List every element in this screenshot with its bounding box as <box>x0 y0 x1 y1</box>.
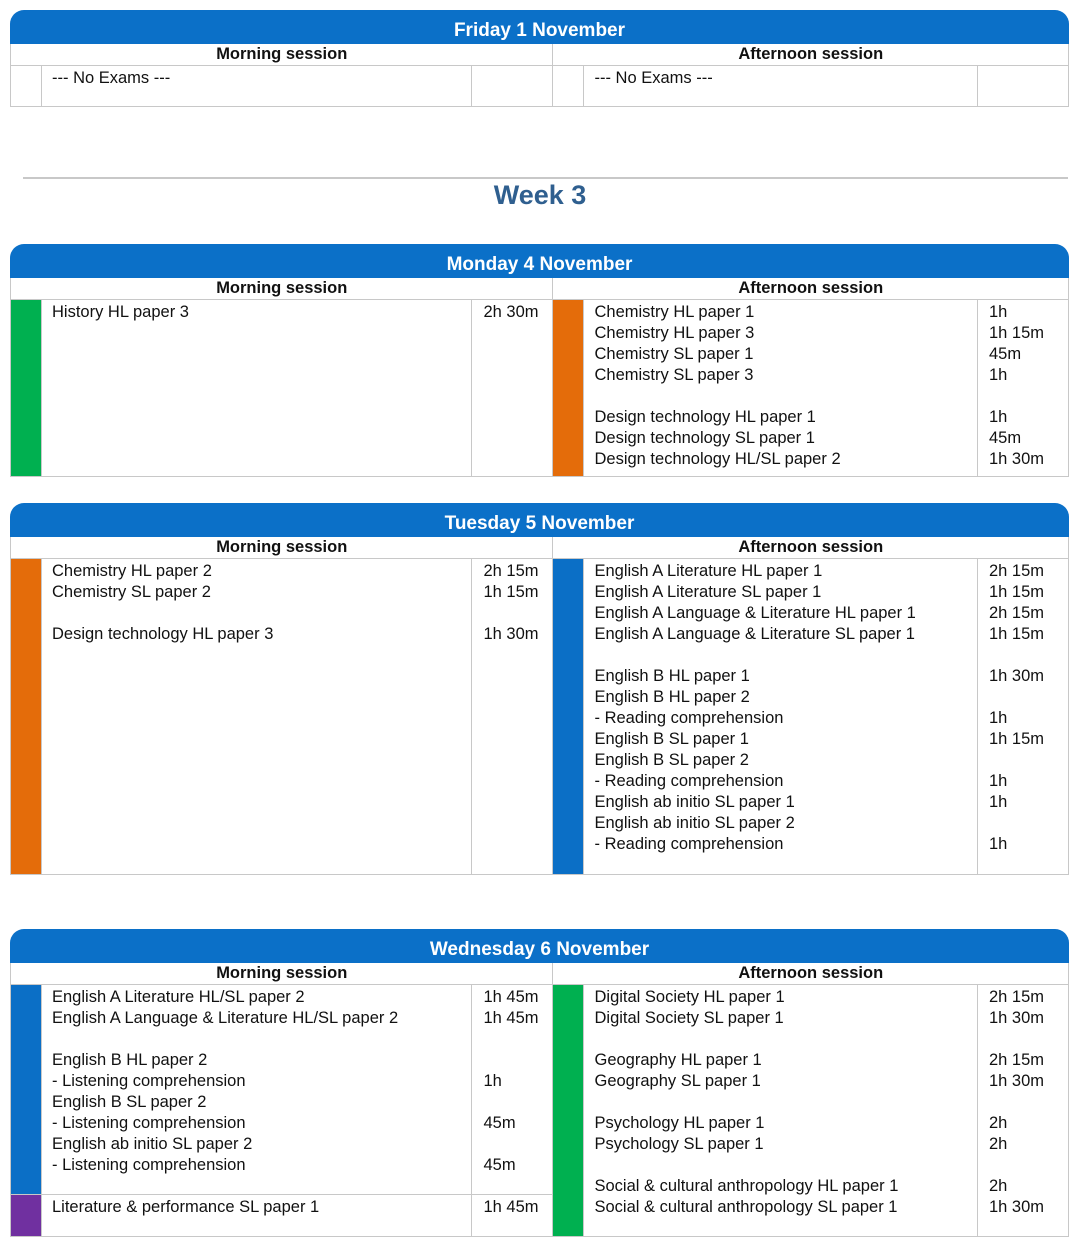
exam-duration <box>483 68 552 89</box>
exam-duration: 1h 15m <box>989 324 1045 342</box>
afternoon-session <box>553 963 1069 1237</box>
exam-duration <box>989 1029 1068 1050</box>
exam-name: Design technology SL paper 1 <box>594 429 815 447</box>
exam-duration <box>989 1155 1068 1176</box>
exam-name: English A Literature SL paper 1 <box>594 583 822 601</box>
week-divider <box>23 177 1068 179</box>
duration-list <box>978 66 1068 106</box>
duration-list <box>472 559 552 874</box>
week-title: Week 3 <box>493 180 587 210</box>
exam-block <box>11 66 552 107</box>
exam-duration: 2h 15m <box>989 562 1045 580</box>
exam-duration: 1h <box>989 793 1008 811</box>
exam-duration: 2h 15m <box>989 1051 1045 1069</box>
exam-name <box>594 1029 977 1050</box>
exam-duration: 1h 30m <box>989 1072 1045 1090</box>
exam-name: English A Literature HL/SL paper 2 <box>52 988 305 1006</box>
exam-name: Chemistry HL paper 1 <box>594 303 755 321</box>
exam-name: Geography HL paper 1 <box>594 1051 762 1069</box>
duration-list <box>978 300 1068 476</box>
exam-duration <box>483 603 552 624</box>
exam-name: Chemistry SL paper 3 <box>594 366 754 384</box>
duration-list <box>978 559 1068 874</box>
exam-name: --- No Exams --- <box>52 69 171 87</box>
exam-name: - Listening comprehension <box>52 1072 246 1090</box>
exam-duration: 2h 15m <box>989 988 1045 1006</box>
exam-name: - Reading comprehension <box>594 709 784 727</box>
exam-name: Literature & performance SL paper 1 <box>52 1198 320 1216</box>
subject-color-bar <box>11 300 42 476</box>
exam-list <box>584 300 978 476</box>
exam-list <box>42 66 472 106</box>
exam-duration: 1h 15m <box>483 583 539 601</box>
exam-duration: 1h 45m <box>483 1198 539 1216</box>
exam-duration: 2h <box>989 1135 1008 1153</box>
subject-color-bar <box>11 66 42 106</box>
exam-name: Chemistry HL paper 2 <box>52 562 212 580</box>
subject-color-bar <box>11 985 42 1194</box>
exam-duration: 1h <box>483 1072 502 1090</box>
exam-name: - Listening comprehension <box>52 1156 246 1174</box>
subject-color-bar <box>553 66 584 106</box>
exam-block <box>11 1195 552 1237</box>
day-table-monday <box>10 244 1069 477</box>
exam-name: English A Literature HL paper 1 <box>594 562 823 580</box>
morning-session <box>11 44 553 107</box>
exam-block <box>11 985 552 1195</box>
exam-duration: 2h 30m <box>483 303 539 321</box>
exam-duration: 2h 15m <box>483 562 539 580</box>
morning-session <box>11 963 553 1237</box>
session-title: Afternoon session <box>553 44 1068 66</box>
exam-name: English B SL paper 1 <box>594 730 749 748</box>
session-title: Morning session <box>11 44 552 66</box>
exam-duration: 1h 15m <box>989 730 1045 748</box>
sessions <box>10 278 1069 477</box>
session-title: Morning session <box>11 278 552 300</box>
exam-duration <box>483 1092 552 1113</box>
exam-name <box>594 386 977 407</box>
exam-duration <box>989 386 1068 407</box>
exam-name <box>52 603 471 624</box>
exam-duration: 1h <box>989 835 1008 853</box>
exam-duration: 45m <box>989 345 1022 363</box>
exam-duration: 1h 30m <box>483 625 539 643</box>
exam-block <box>553 985 1068 1237</box>
morning-session <box>11 278 553 477</box>
exam-name: Chemistry SL paper 1 <box>594 345 754 363</box>
exam-name: English A Language & Literature HL/SL paper 2 <box>52 1009 399 1027</box>
subject-color-bar <box>11 1195 42 1236</box>
day-header: Friday 1 November <box>10 10 1069 44</box>
session-title: Morning session <box>11 537 552 559</box>
session-title: Afternoon session <box>553 963 1068 985</box>
exam-duration: 1h <box>989 408 1008 426</box>
exam-block <box>553 300 1068 477</box>
day-header: Monday 4 November <box>10 244 1069 278</box>
exam-name: Design technology HL paper 3 <box>52 625 274 643</box>
afternoon-session <box>553 537 1069 875</box>
day-header: Wednesday 6 November <box>10 929 1069 963</box>
exam-duration: 1h 45m <box>483 988 539 1006</box>
exam-name: English ab initio SL paper 1 <box>594 793 795 811</box>
exam-name: Psychology SL paper 1 <box>594 1135 764 1153</box>
duration-list <box>472 1195 552 1236</box>
exam-name: Design technology HL/SL paper 2 <box>594 450 841 468</box>
exam-name: - Reading comprehension <box>594 835 784 853</box>
exam-duration <box>989 68 1068 89</box>
exam-duration: 45m <box>483 1114 516 1132</box>
session-title: Afternoon session <box>553 278 1068 300</box>
exam-duration <box>483 1029 552 1050</box>
exam-name: Geography SL paper 1 <box>594 1072 761 1090</box>
exam-duration: 1h <box>989 366 1008 384</box>
exam-duration: 2h <box>989 1177 1008 1195</box>
exam-duration <box>989 687 1068 708</box>
exam-block <box>553 559 1068 875</box>
duration-list <box>472 300 552 476</box>
exam-name: Chemistry SL paper 2 <box>52 583 211 601</box>
exam-name: History HL paper 3 <box>52 303 189 321</box>
exam-block <box>11 559 552 875</box>
afternoon-session <box>553 278 1069 477</box>
day-table-friday <box>10 10 1069 107</box>
exam-duration: 45m <box>989 429 1022 447</box>
exam-duration: 1h 30m <box>989 1009 1045 1027</box>
subject-color-bar <box>553 985 584 1236</box>
exam-block <box>11 300 552 477</box>
exam-list <box>584 559 978 874</box>
exam-name <box>594 1155 977 1176</box>
exam-name: English ab initio SL paper 2 <box>52 1135 253 1153</box>
exam-name: Social & cultural anthropology HL paper 1 <box>594 1177 899 1195</box>
duration-list <box>472 985 552 1194</box>
exam-name: --- No Exams --- <box>594 69 713 87</box>
subject-color-bar <box>553 300 584 476</box>
exam-name <box>594 645 977 666</box>
exam-duration: 1h 45m <box>483 1009 539 1027</box>
subject-color-bar <box>11 559 42 874</box>
exam-duration: 1h 30m <box>989 667 1045 685</box>
exam-name: English B SL paper 2 <box>52 1093 207 1111</box>
sessions <box>10 44 1069 107</box>
exam-name: English B SL paper 2 <box>594 751 749 769</box>
exam-duration: 1h 30m <box>989 450 1045 468</box>
exam-list <box>42 300 472 476</box>
exam-name: - Listening comprehension <box>52 1114 246 1132</box>
exam-duration: 2h <box>989 1114 1008 1132</box>
exam-name: Digital Society HL paper 1 <box>594 988 785 1006</box>
exam-name: Social & cultural anthropology SL paper 1 <box>594 1198 898 1216</box>
exam-duration <box>989 1092 1068 1113</box>
sessions <box>10 537 1069 875</box>
afternoon-session <box>553 44 1069 107</box>
exam-block <box>553 66 1068 107</box>
duration-list <box>978 985 1068 1236</box>
exam-duration <box>989 645 1068 666</box>
exam-name: Digital Society SL paper 1 <box>594 1009 784 1027</box>
exam-name: English ab initio SL paper 2 <box>594 814 795 832</box>
exam-duration: 2h 15m <box>989 604 1045 622</box>
exam-list <box>584 985 978 1236</box>
exam-duration <box>483 1134 552 1155</box>
morning-session <box>11 537 553 875</box>
exam-name: Design technology HL paper 1 <box>594 408 816 426</box>
exam-name: English A Language & Literature SL paper 1 <box>594 625 915 643</box>
exam-name: English A Language & Literature HL paper 1 <box>594 604 916 622</box>
exam-list <box>42 985 472 1194</box>
sessions <box>10 963 1069 1237</box>
session-title: Afternoon session <box>553 537 1068 559</box>
day-table-wednesday <box>10 929 1069 1237</box>
exam-name <box>52 1029 471 1050</box>
exam-duration <box>989 813 1068 834</box>
exam-list <box>584 66 978 106</box>
exam-duration: 1h 15m <box>989 583 1045 601</box>
exam-duration: 1h <box>989 709 1008 727</box>
exam-name: Psychology HL paper 1 <box>594 1114 765 1132</box>
exam-name: English B HL paper 2 <box>52 1051 208 1069</box>
exam-name: English B HL paper 1 <box>594 667 750 685</box>
exam-list <box>42 559 472 874</box>
exam-name <box>594 1092 977 1113</box>
exam-list <box>42 1195 472 1236</box>
exam-name: Chemistry HL paper 3 <box>594 324 755 342</box>
session-title: Morning session <box>11 963 552 985</box>
exam-duration: 1h 15m <box>989 625 1045 643</box>
exam-duration: 1h 30m <box>989 1198 1045 1216</box>
exam-duration: 45m <box>483 1156 516 1174</box>
exam-duration: 1h <box>989 772 1008 790</box>
day-header: Tuesday 5 November <box>10 503 1069 537</box>
exam-name: English B HL paper 2 <box>594 688 750 706</box>
duration-list <box>472 66 552 106</box>
exam-name: - Reading comprehension <box>594 772 784 790</box>
exam-duration <box>483 1050 552 1071</box>
day-table-tuesday <box>10 503 1069 875</box>
exam-duration: 1h <box>989 303 1008 321</box>
subject-color-bar <box>553 559 584 874</box>
exam-duration <box>989 750 1068 771</box>
